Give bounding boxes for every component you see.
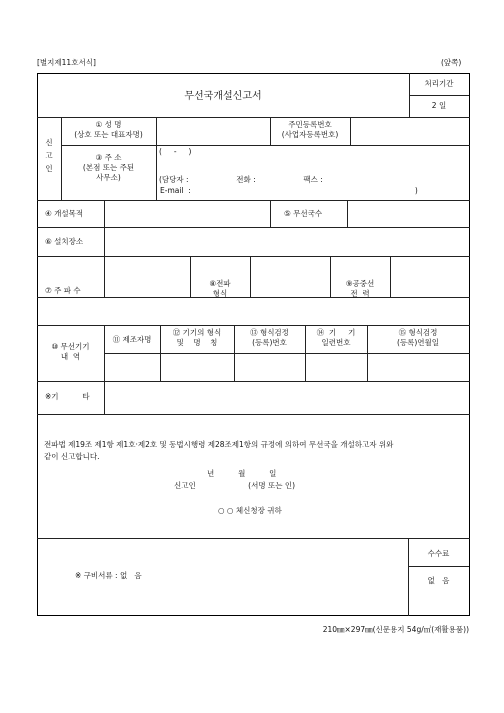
declaration-date[interactable]: 년 월 일 bbox=[207, 469, 277, 478]
address-postcode[interactable]: ( - ) bbox=[159, 147, 192, 156]
antenna-power-label: ⑨공중선 전 력 bbox=[345, 279, 375, 299]
approval-date-label: ⑮ 형식검정 (등록)연월일 bbox=[396, 328, 440, 348]
form-title: 무선국개설신고서 bbox=[184, 91, 262, 102]
form-number: [별지제11호서식] bbox=[37, 58, 96, 67]
required-documents: ※ 구비서류 : 없 음 bbox=[75, 571, 142, 580]
location-label: ⑥ 설치장소 bbox=[45, 237, 84, 246]
fee-value: 없 음 bbox=[427, 576, 450, 585]
declaration-recipient: ○ ○ 체신청장 귀하 bbox=[218, 506, 282, 515]
page-side-label: (앞쪽) bbox=[441, 58, 462, 67]
declaration-text-1: 전파법 제19조 제1항 제1호·제2호 및 동법시행령 제28조제1항의 규정에 의하여 무선국을 개설하고자 위와 bbox=[44, 440, 394, 449]
other-label: ※기 타 bbox=[45, 392, 90, 401]
paper-spec: 210㎜×297㎜(신문용지 54g/㎡(재활용품)) bbox=[322, 625, 469, 634]
processing-period-label: 처리기간 bbox=[424, 79, 454, 88]
model-label: ⑫ 기기의 형식 및 명 칭 bbox=[172, 328, 222, 348]
contact-line[interactable]: (담당자 : 전화 : 팩스 : bbox=[159, 175, 323, 184]
address-label: ③ 주 소 (본점 또는 주된 사무소) bbox=[82, 153, 135, 183]
emission-type-label: ⑧전파 형식 bbox=[209, 279, 231, 299]
applicant-section-label: 신 고 인 bbox=[45, 138, 53, 173]
serial-number-label: ⑭ 기 기 일련번호 bbox=[316, 328, 356, 348]
purpose-label: ④ 개설목적 bbox=[45, 209, 84, 218]
station-count-label: ⑤ 무선국수 bbox=[284, 209, 323, 218]
declaration-text-2: 같이 신고합니다. bbox=[44, 452, 100, 461]
email-line[interactable]: E-mail : ) bbox=[160, 186, 418, 195]
id-number-label: 주민등록번호 (사업자등록번호) bbox=[281, 120, 339, 140]
frequency-label: ⑦ 주 파 수 bbox=[45, 286, 81, 295]
processing-period-value: 2 일 bbox=[431, 101, 447, 110]
manufacturer-label: ⑪ 제조자명 bbox=[112, 335, 152, 344]
approval-number-label: ⑬ 형식검정 (등록)번호 bbox=[250, 328, 289, 348]
fee-label: 수수료 bbox=[427, 549, 450, 558]
equipment-label: ⑩ 무선기기 내 역 bbox=[51, 342, 90, 362]
name-label: ① 성 명 (상호 또는 대표자명) bbox=[74, 120, 143, 140]
declaration-signer[interactable]: 신고인 (서명 또는 인) bbox=[174, 481, 296, 490]
